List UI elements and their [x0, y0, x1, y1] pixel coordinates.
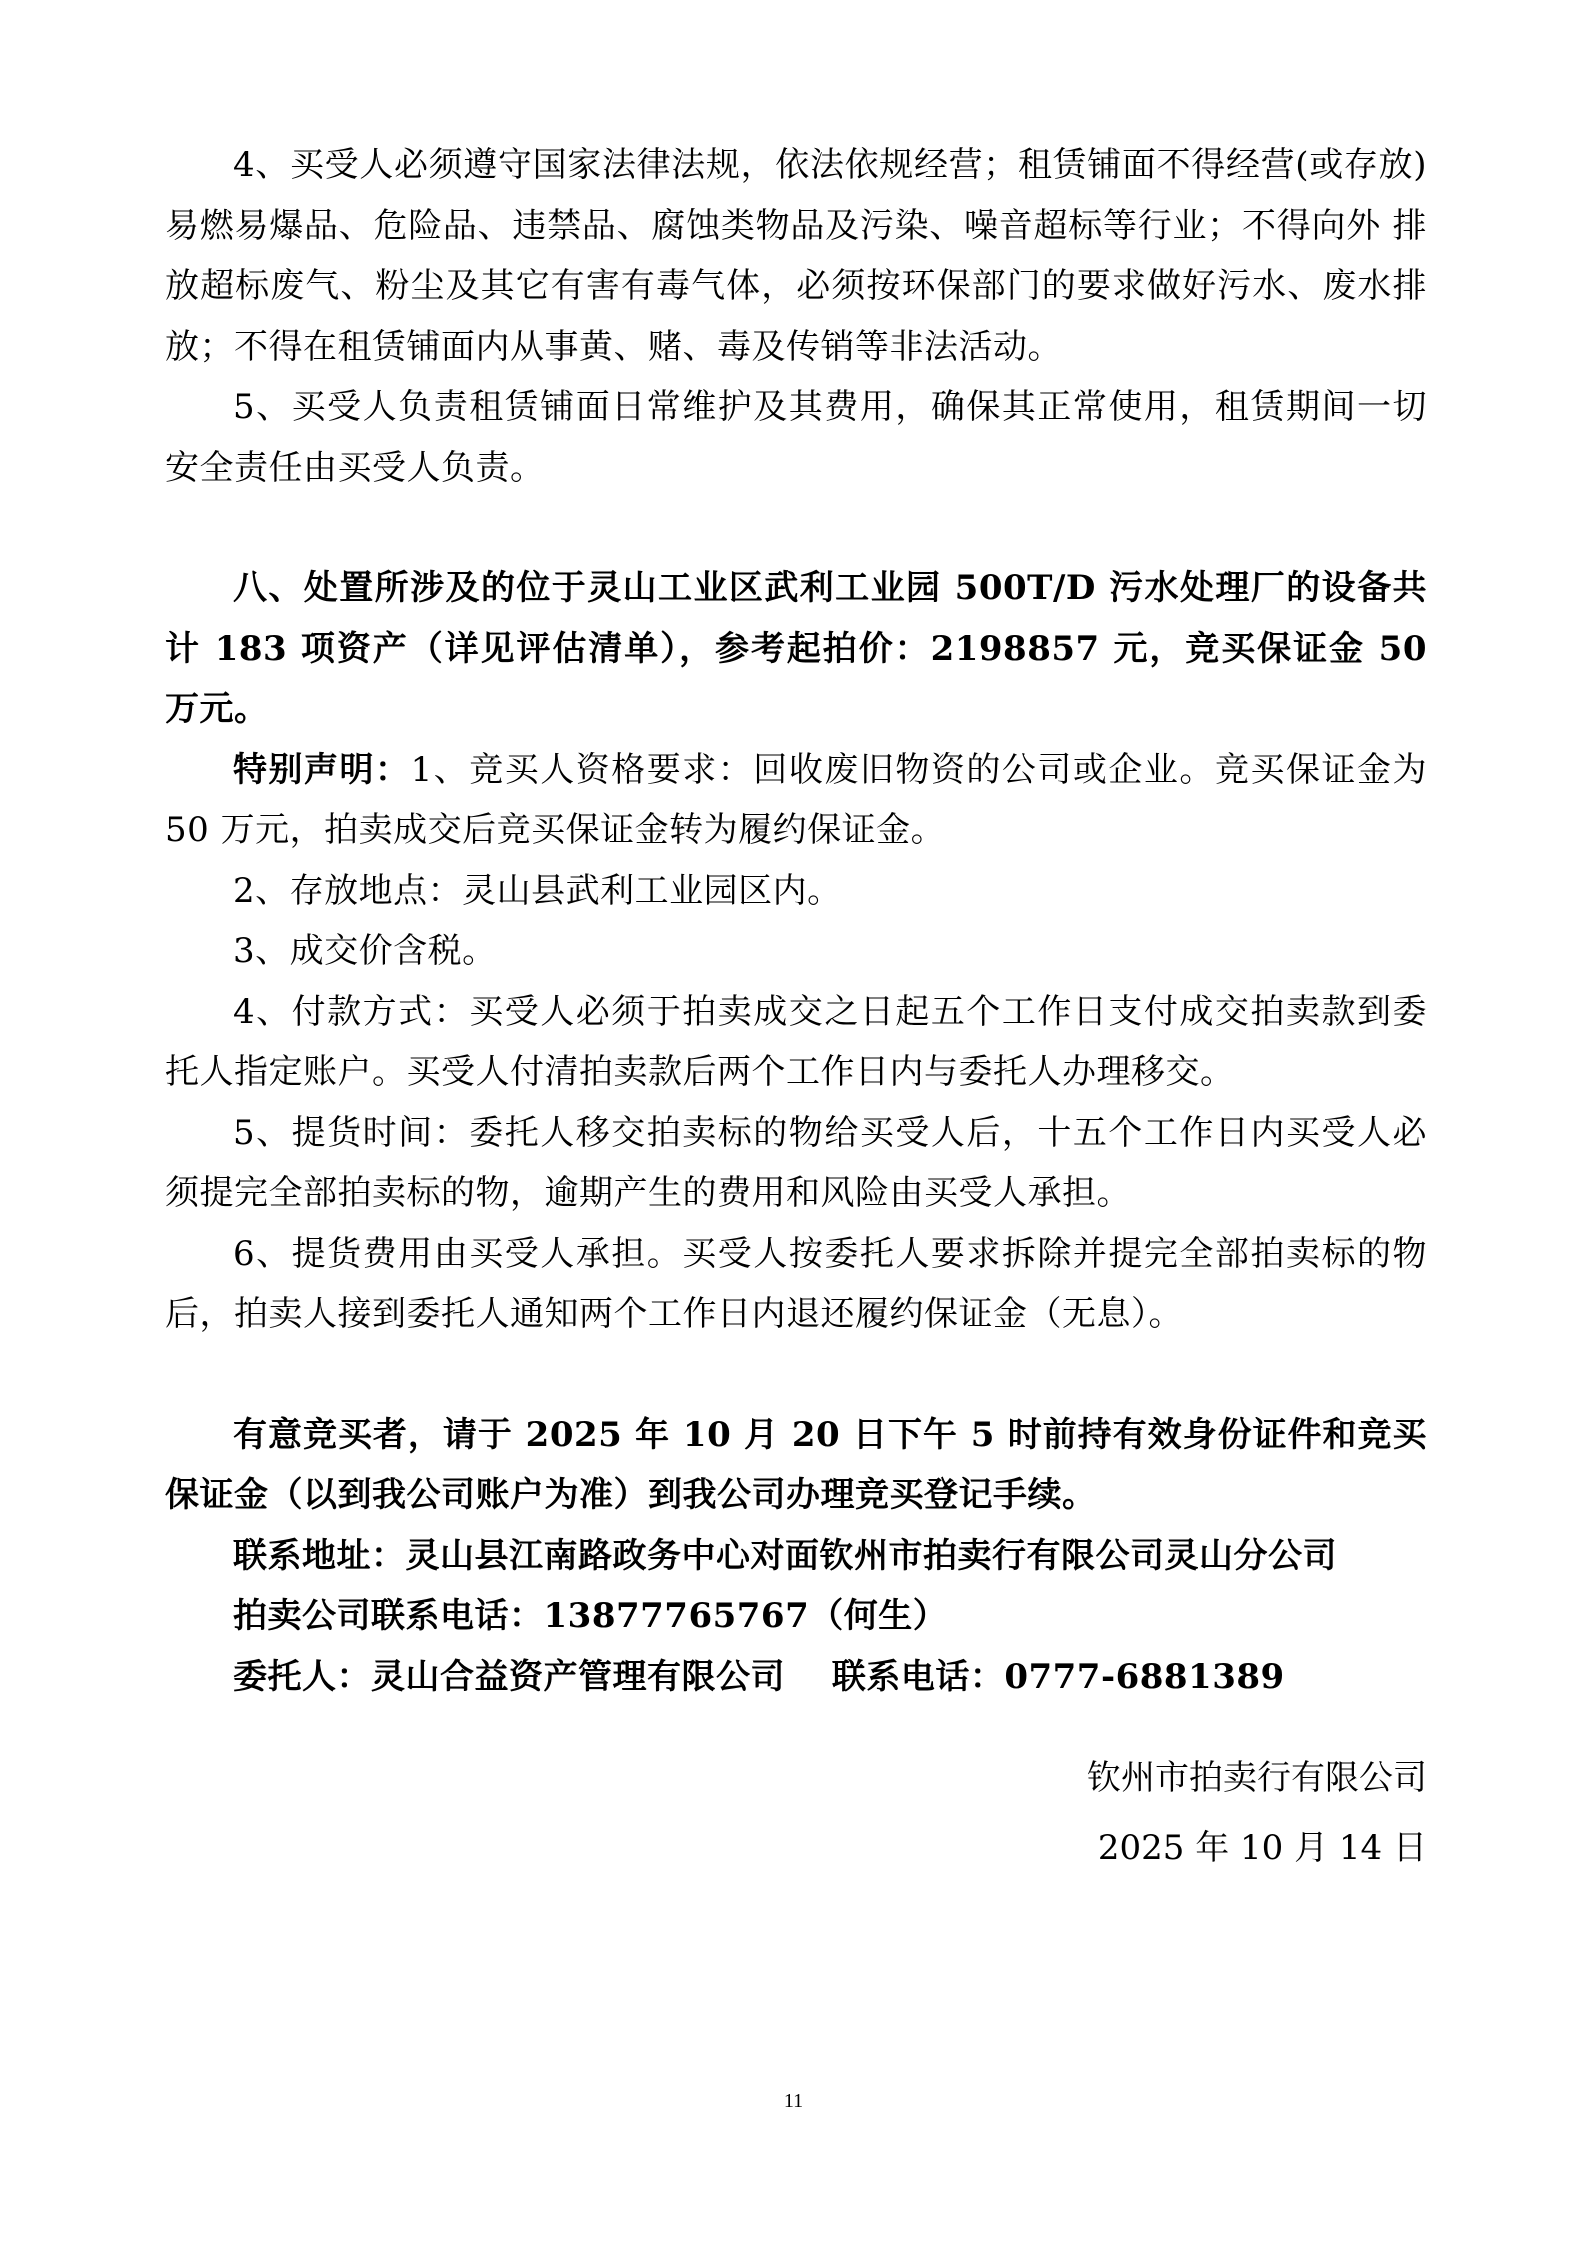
client-info: 委托人：灵山合益资产管理有限公司 联系电话：0777-6881389 — [233, 1656, 1285, 1697]
page-number: 11 — [783, 2090, 804, 2112]
document-body — [165, 135, 1427, 1707]
special-notice-label: 特别声明： — [233, 749, 411, 790]
section-8-item-5: 5、提货时间：委托人移交拍卖标的物给买受人后，十五个工作日内买受人必须提完全部拍卖标的物，逾期产生的费用和风险由买受人承担。 — [165, 1112, 1427, 1213]
section-8-item-3: 3、成交价含税。 — [233, 931, 497, 971]
section-8-item-6: 6、提货费用由买受人承担。买受人按委托人要求拆除并提完全部拍卖标的物后，拍卖人接到委托人通知两个工作日内退还履约保证金（无息）。 — [165, 1233, 1427, 1334]
section-8-heading: 八、处置所涉及的位于灵山工业区武利工业园 500T/D 污水处理厂的设备共计 183 项资产（详见评估清单），参考起拍价：2198857 元，竞买保证金 50 万元。 — [165, 568, 1427, 729]
contact-address: 联系地址：灵山县江南路政务中心对面钦州市拍卖行有限公司灵山分公司 — [233, 1535, 1337, 1576]
spacer — [165, 1345, 1427, 1405]
special-notice-text: 1、竞买人资格要求：回收废旧物资的公司或企业。竞买保证金为 50 万元，拍卖成交后竞买保证金转为履约保证金。 — [165, 749, 1427, 850]
spacer — [165, 498, 1427, 558]
special-notice-item-1 — [165, 740, 1427, 861]
signature-company: 钦州市拍卖行有限公司 — [1087, 1758, 1427, 1798]
signature-date: 2025 年 10 月 14 日 — [1097, 1828, 1427, 1868]
auction-phone: 拍卖公司联系电话：13877765767（何生） — [233, 1596, 948, 1636]
prev-item-5: 5、买受人负责租赁铺面日常维护及其费用，确保其正常使用，租赁期间一切安全责任由买受人负责。 — [165, 387, 1427, 488]
section-8-item-2: 2、存放地点：灵山县武利工业园区内。 — [233, 870, 842, 911]
prev-item-4: 4、买受人必须遵守国家法律法规，依法依规经营；租赁铺面不得经营(或存放) 易燃易爆品、危险品、违禁品、腐蚀类物品及污染、噪音超标等行业；不得向外 排放超标废气、粉尘及其它有害有毒气体，必须按环保部门的要求做好污水、废水排放；不得在租赁铺面内从事黄、赌、毒及传销等非法活动。 — [165, 145, 1427, 367]
section-8-item-4: 4、付款方式：买受人必须于拍卖成交之日起五个工作日支付成交拍卖款到委托人指定账户。买受人付清拍卖款后两个工作日内与委托人办理移交。 — [165, 991, 1427, 1092]
registration-notice: 有意竞买者，请于 2025 年 10 月 20 日下午 5 时前持有效身份证件和竞买保证金（以到我公司账户为准）到我公司办理竞买登记手续。 — [165, 1414, 1427, 1515]
